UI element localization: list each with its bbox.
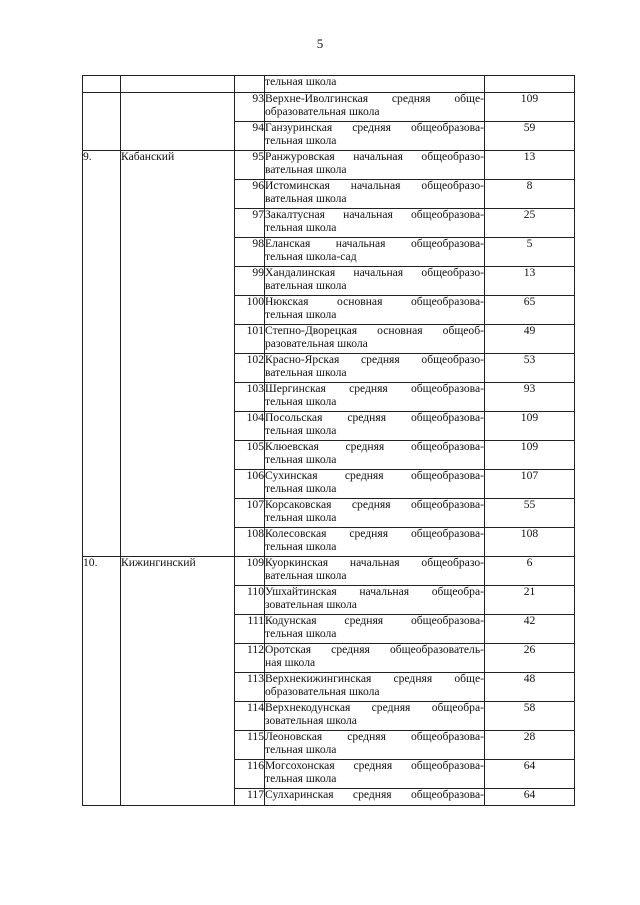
school-name-cell bbox=[265, 702, 485, 731]
table-row bbox=[83, 151, 575, 180]
student-count: 49 bbox=[485, 325, 575, 354]
school-number: 96 bbox=[235, 180, 265, 209]
student-count-cell bbox=[485, 76, 575, 93]
school-name-line: тельная школа bbox=[265, 772, 337, 785]
school-name-line: Ганзуринская средняя общеобразова- bbox=[265, 122, 484, 134]
student-count: 55 bbox=[485, 499, 575, 528]
student-count: 108 bbox=[485, 528, 575, 557]
school-number: 110 bbox=[235, 586, 265, 615]
schools-table-body bbox=[83, 76, 575, 806]
school-name-line: разовательная школа bbox=[265, 337, 368, 350]
student-count: 13 bbox=[485, 151, 575, 180]
student-count: 64 bbox=[485, 760, 575, 789]
school-name-cell bbox=[265, 122, 485, 151]
district-name: Кабанский bbox=[121, 151, 235, 557]
student-count: 25 bbox=[485, 209, 575, 238]
school-name-cell bbox=[265, 789, 485, 806]
school-name-line: зовательная школа bbox=[265, 598, 357, 611]
school-name-line: вательная школа bbox=[265, 163, 347, 176]
school-name-line: Леоновская средняя общеобразова- bbox=[265, 731, 484, 743]
school-name-line: Кодунская средняя общеобразова- bbox=[265, 615, 484, 627]
student-count: 21 bbox=[485, 586, 575, 615]
school-number: 115 bbox=[235, 731, 265, 760]
student-count: 53 bbox=[485, 354, 575, 383]
school-name-cell bbox=[265, 238, 485, 267]
school-number: 113 bbox=[235, 673, 265, 702]
school-name-line: тельная школа bbox=[265, 453, 337, 466]
school-name-line: Сулхаринская средняя общеобразова- bbox=[265, 789, 484, 801]
district-number: 9. bbox=[83, 151, 121, 557]
student-count: 28 bbox=[485, 731, 575, 760]
school-number: 109 bbox=[235, 557, 265, 586]
page-number: 5 bbox=[316, 36, 324, 51]
school-number: 106 bbox=[235, 470, 265, 499]
school-name-line: тельная школа bbox=[265, 308, 337, 321]
school-name-line: Корсаковская средняя общеобразова- bbox=[265, 499, 484, 511]
school-name-line: Клюевская средняя общеобразова- bbox=[265, 441, 484, 453]
school-name-line: вательная школа bbox=[265, 366, 347, 379]
school-name-cell bbox=[265, 325, 485, 354]
school-name-line: тельная школа bbox=[265, 540, 337, 553]
school-number: 103 bbox=[235, 383, 265, 412]
student-count: 8 bbox=[485, 180, 575, 209]
school-number: 116 bbox=[235, 760, 265, 789]
school-name-cell bbox=[265, 731, 485, 760]
district-name bbox=[121, 93, 235, 151]
school-name-cell bbox=[265, 296, 485, 325]
school-name-line: вательная школа bbox=[265, 279, 347, 292]
student-count: 65 bbox=[485, 296, 575, 325]
school-number: 97 bbox=[235, 209, 265, 238]
school-name-line: Посольская средняя общеобразова- bbox=[265, 412, 484, 424]
school-number: 95 bbox=[235, 151, 265, 180]
school-number: 108 bbox=[235, 528, 265, 557]
school-name-line: тельная школа bbox=[265, 221, 337, 234]
school-name-line: Оротская средняя общеобразователь- bbox=[265, 644, 484, 656]
school-number: 99 bbox=[235, 267, 265, 296]
student-count: 109 bbox=[485, 441, 575, 470]
district-name: Кижингинский bbox=[121, 557, 235, 806]
school-name-cell bbox=[265, 441, 485, 470]
school-name-line: Сухинская средняя общеобразова- bbox=[265, 470, 484, 482]
school-number: 117 bbox=[235, 789, 265, 806]
school-name-line: Ушхайтинская начальная общеобра- bbox=[265, 586, 484, 598]
school-name-line: Могсохонская средняя общеобразова- bbox=[265, 760, 484, 772]
district-number bbox=[83, 93, 121, 151]
school-name-cell bbox=[265, 557, 485, 586]
student-count: 109 bbox=[485, 93, 575, 122]
school-name-cell bbox=[265, 209, 485, 238]
school-name-line: тельная школа bbox=[265, 743, 337, 756]
student-count: 58 bbox=[485, 702, 575, 731]
continuation-row bbox=[83, 76, 575, 93]
school-name-cell bbox=[265, 383, 485, 412]
school-name-line: вательная школа bbox=[265, 569, 347, 582]
school-number: 94 bbox=[235, 122, 265, 151]
school-number: 105 bbox=[235, 441, 265, 470]
school-number: 98 bbox=[235, 238, 265, 267]
school-name-line: тельная школа-сад bbox=[265, 250, 357, 263]
school-name-line: Нюкская основная общеобразова- bbox=[265, 296, 484, 308]
district-number-cell bbox=[83, 76, 121, 93]
student-count: 109 bbox=[485, 412, 575, 441]
school-name-line: Красно-Ярская средняя общеобразо- bbox=[265, 354, 484, 366]
student-count: 6 bbox=[485, 557, 575, 586]
school-name-cell bbox=[265, 644, 485, 673]
school-number: 93 bbox=[235, 93, 265, 122]
school-number: 114 bbox=[235, 702, 265, 731]
school-name-line: Колесовская средняя общеобразова- bbox=[265, 528, 484, 540]
student-count: 59 bbox=[485, 122, 575, 151]
school-name-line: Закалтусная начальная общеобразова- bbox=[265, 209, 484, 221]
schools-table bbox=[82, 75, 575, 806]
district-number: 10. bbox=[83, 557, 121, 806]
school-name-line: Шергинская средняя общеобразова- bbox=[265, 383, 484, 395]
school-name-line: тельная школа bbox=[265, 511, 337, 524]
district-name-cell bbox=[121, 76, 235, 93]
student-count: 26 bbox=[485, 644, 575, 673]
school-name-line: Хандалинская начальная общеобразо- bbox=[265, 267, 484, 279]
school-name-cell bbox=[265, 528, 485, 557]
student-count: 93 bbox=[485, 383, 575, 412]
school-name-cell bbox=[265, 760, 485, 789]
school-name-line: Истоминская начальная общеобразо- bbox=[265, 180, 484, 192]
school-number-cell bbox=[235, 76, 265, 93]
school-number: 100 bbox=[235, 296, 265, 325]
school-number: 101 bbox=[235, 325, 265, 354]
school-name-line: тельная школа bbox=[265, 482, 337, 495]
school-name-cell bbox=[265, 267, 485, 296]
school-name-cell bbox=[265, 151, 485, 180]
school-name-line: образовательная школа bbox=[265, 105, 380, 118]
school-name-line: Ранжуровская начальная общеобразо- bbox=[265, 151, 484, 163]
school-name-line: тельная школа bbox=[265, 627, 337, 640]
school-name-cell bbox=[265, 93, 485, 122]
table-row bbox=[83, 93, 575, 122]
student-count: 42 bbox=[485, 615, 575, 644]
student-count: 13 bbox=[485, 267, 575, 296]
school-name-line: Куоркинская начальная общеобразо- bbox=[265, 557, 484, 569]
school-name-line: образовательная школа bbox=[265, 685, 380, 698]
school-name-cell bbox=[265, 586, 485, 615]
school-number: 112 bbox=[235, 644, 265, 673]
school-name-line: Еланская начальная общеобразова- bbox=[265, 238, 484, 250]
school-name-line: зовательная школа bbox=[265, 714, 357, 727]
student-count: 64 bbox=[485, 789, 575, 806]
school-number: 104 bbox=[235, 412, 265, 441]
school-name-line: тельная школа bbox=[265, 134, 337, 147]
table-row bbox=[83, 557, 575, 586]
school-name-cell bbox=[265, 354, 485, 383]
school-name-cell bbox=[265, 499, 485, 528]
school-name-line: тельная школа bbox=[265, 424, 337, 437]
school-name-cell bbox=[265, 180, 485, 209]
school-name-cell bbox=[265, 412, 485, 441]
school-number: 107 bbox=[235, 499, 265, 528]
school-number: 102 bbox=[235, 354, 265, 383]
school-name-line: тельная школа bbox=[265, 76, 337, 88]
school-name-line: Верхнекодунская средняя общеобра- bbox=[265, 702, 484, 714]
school-name-line: Верхнекижингинская средняя обще- bbox=[265, 673, 484, 685]
school-name-cell bbox=[265, 615, 485, 644]
school-name-cell bbox=[265, 673, 485, 702]
school-name-line: Степно-Дворецкая основная общеоб- bbox=[265, 325, 484, 337]
school-name-cell bbox=[265, 76, 485, 93]
school-name-line: вательная школа bbox=[265, 192, 347, 205]
school-number: 111 bbox=[235, 615, 265, 644]
student-count: 5 bbox=[485, 238, 575, 267]
school-name-line: Верхне-Иволгинская средняя обще- bbox=[265, 93, 484, 105]
student-count: 107 bbox=[485, 470, 575, 499]
school-name-line: ная школа bbox=[265, 656, 316, 669]
school-name-line: тельная школа bbox=[265, 395, 337, 408]
school-name-cell bbox=[265, 470, 485, 499]
student-count: 48 bbox=[485, 673, 575, 702]
